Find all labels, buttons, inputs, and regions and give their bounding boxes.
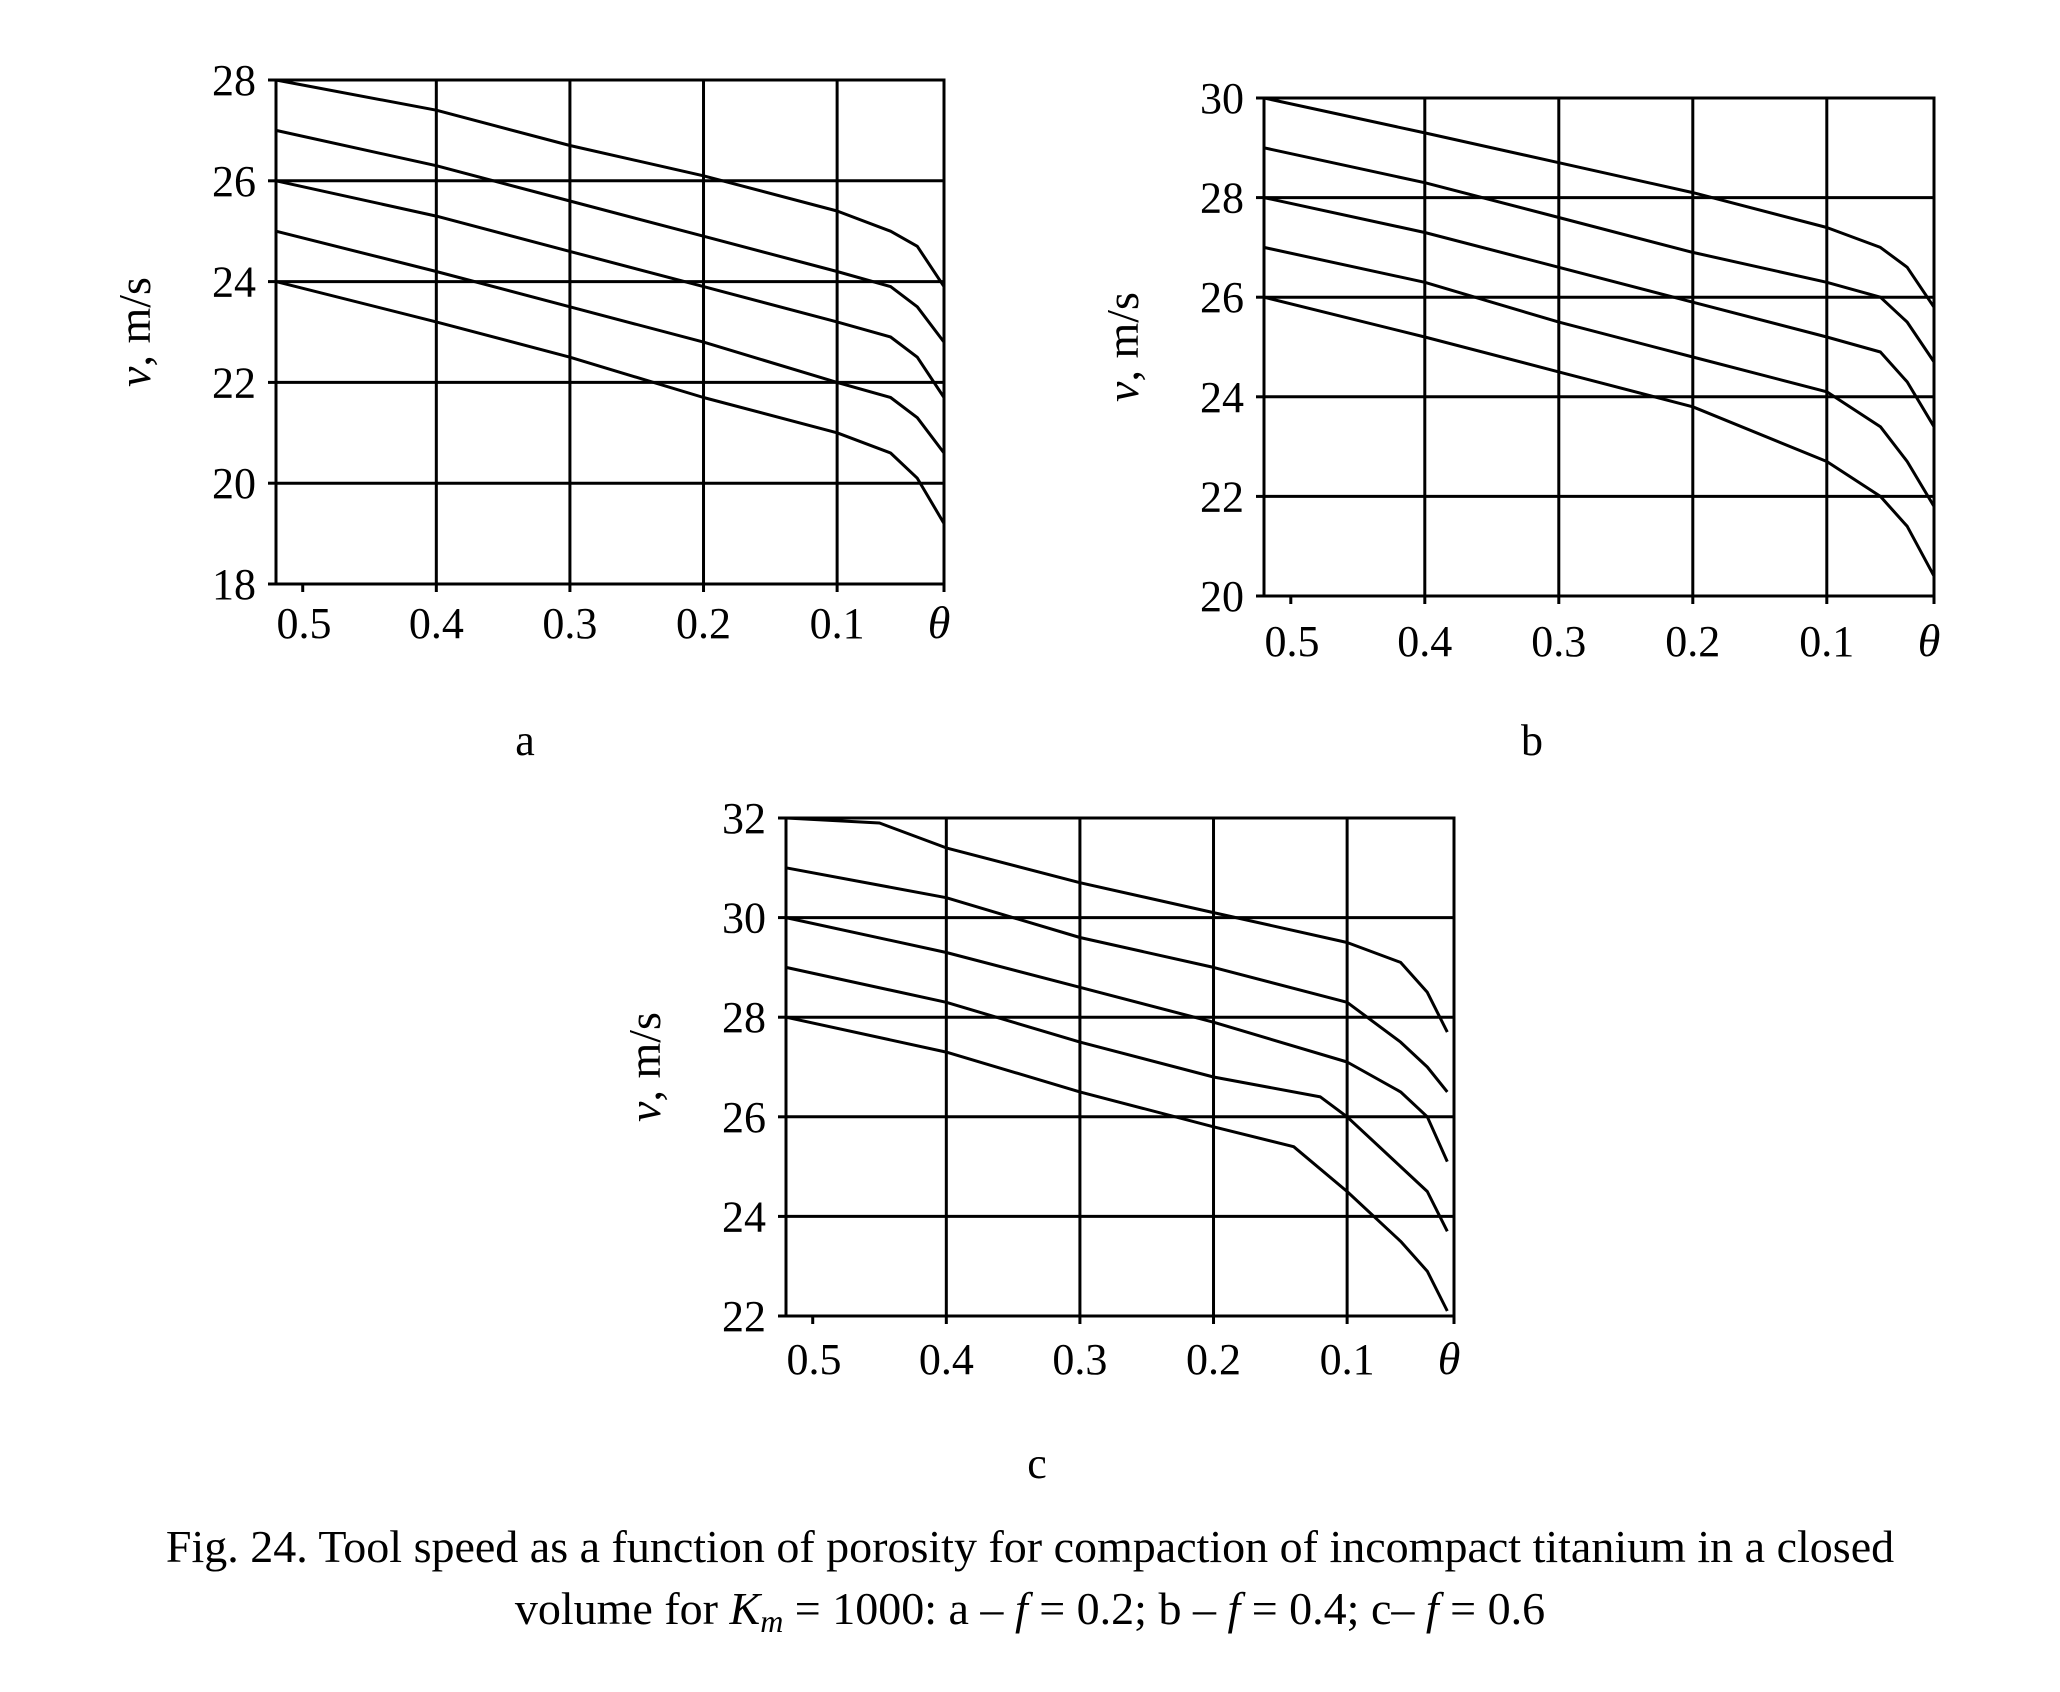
series-line-1 <box>1264 98 1934 307</box>
x-tick-label: 0.2 <box>1186 1335 1242 1384</box>
y-tick-label: 32 <box>722 794 766 843</box>
y-axis-label: v, m/s <box>109 277 160 387</box>
x-axis-label: θ <box>1437 1333 1461 1384</box>
y-tick-label: 24 <box>722 1192 766 1242</box>
figure-caption <box>166 1521 1894 1639</box>
y-tick-label: 22 <box>212 358 256 408</box>
y-tick-label: 28 <box>212 56 256 105</box>
x-tick-label: 0.1 <box>1319 1335 1375 1384</box>
x-tick-label: 0.3 <box>1531 617 1587 666</box>
series-line-2 <box>1264 148 1934 362</box>
y-tick-label: 26 <box>212 156 256 206</box>
x-tick-label: 0.3 <box>1052 1335 1108 1384</box>
panel-label: a <box>515 716 535 765</box>
y-tick-label: 24 <box>212 257 256 307</box>
x-tick-label: 0.4 <box>408 599 464 648</box>
x-axis-label: θ <box>927 597 951 648</box>
panel-label: c <box>1027 1439 1047 1488</box>
y-tick-label: 26 <box>722 1092 766 1142</box>
x-tick-label: 0.1 <box>1799 617 1855 666</box>
x-tick-label: 0.5 <box>1264 617 1320 666</box>
series-line-4 <box>276 231 944 453</box>
chart-panel-a <box>109 56 950 765</box>
panel-label: b <box>1521 716 1543 765</box>
y-axis-label: v, m/s <box>1097 292 1148 402</box>
y-tick-label: 28 <box>722 993 766 1043</box>
x-axis-label: θ <box>1917 615 1941 666</box>
y-tick-label: 18 <box>212 560 256 609</box>
chart-panel-b <box>1097 74 1940 765</box>
y-tick-label: 30 <box>722 893 766 943</box>
caption-line-2: volume for Km = 1000: a – f = 0.2; b – f = 0.4; c– f = 0.6 <box>514 1583 1546 1639</box>
x-tick-label: 0.2 <box>1665 617 1721 666</box>
y-tick-label: 26 <box>1200 273 1244 323</box>
caption-line-1: Fig. 24. Tool speed as a function of porosity for compaction of incompact titanium in a closed <box>165 1521 1895 1572</box>
y-axis-label: v, m/s <box>619 1012 670 1122</box>
x-tick-label: 0.5 <box>276 599 332 648</box>
chart-panel-c <box>619 794 1460 1488</box>
y-tick-label: 24 <box>1200 372 1244 422</box>
y-tick-label: 30 <box>1200 74 1244 123</box>
series-line-3 <box>1264 198 1934 427</box>
y-tick-label: 20 <box>1200 572 1244 621</box>
y-tick-label: 22 <box>722 1292 766 1341</box>
series-line-2 <box>276 130 944 342</box>
x-tick-label: 0.3 <box>542 599 598 648</box>
x-tick-label: 0.2 <box>676 599 732 648</box>
y-tick-label: 22 <box>1200 472 1244 522</box>
x-tick-label: 0.1 <box>809 599 865 648</box>
x-tick-label: 0.4 <box>1397 617 1453 666</box>
y-tick-label: 28 <box>1200 173 1244 223</box>
x-tick-label: 0.5 <box>786 1335 842 1384</box>
x-tick-label: 0.4 <box>918 1335 974 1384</box>
y-tick-label: 20 <box>212 459 256 509</box>
